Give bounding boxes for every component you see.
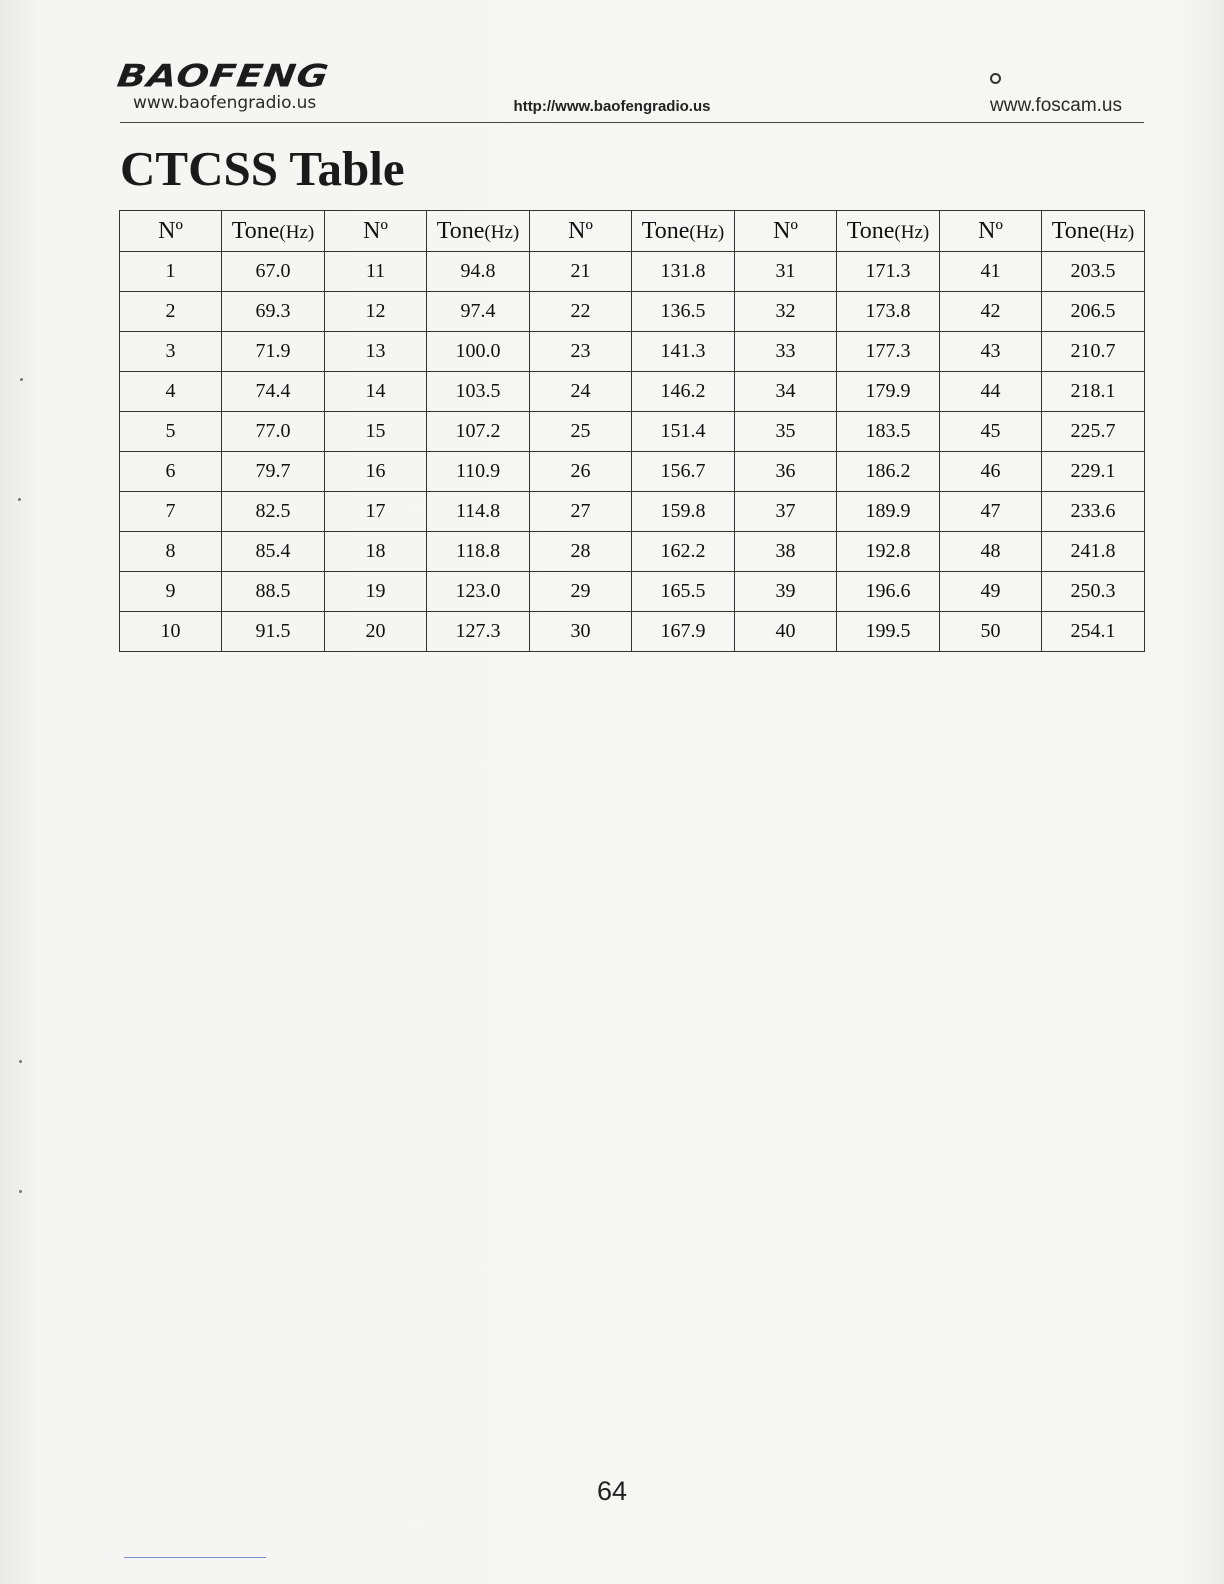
column-header-unit: (Hz) (894, 221, 930, 243)
tone-frequency-cell: 177.3 (837, 332, 940, 372)
tone-frequency-cell: 196.6 (837, 572, 940, 612)
tone-frequency-cell: 189.9 (837, 492, 940, 532)
tone-number-cell: 2 (120, 292, 222, 332)
column-header-unit: (Hz) (689, 221, 725, 243)
tone-number-cell: 38 (735, 532, 837, 572)
table-header-row (120, 211, 1145, 252)
tone-number-cell: 24 (530, 372, 632, 412)
ctcss-table (119, 210, 1145, 652)
header-divider (120, 122, 1144, 123)
tone-frequency-cell: 136.5 (632, 292, 735, 332)
column-header-label: Tone (641, 217, 690, 244)
tone-number-cell: 21 (530, 252, 632, 292)
column-header-unit: (Hz) (279, 221, 315, 243)
tone-frequency-cell: 210.7 (1042, 332, 1145, 372)
page-title: CTCSS Table (120, 141, 405, 196)
tone-frequency-cell: 100.0 (427, 332, 530, 372)
tone-number-cell: 5 (120, 412, 222, 452)
column-header-label: Nº (978, 217, 1003, 244)
tone-number-cell: 15 (325, 412, 427, 452)
column-header-label: Tone (1051, 217, 1100, 244)
tone-number-cell: 8 (120, 532, 222, 572)
tone-number-cell: 13 (325, 332, 427, 372)
tone-frequency-cell: 183.5 (837, 412, 940, 452)
tone-frequency-cell: 162.2 (632, 532, 735, 572)
tone-number-cell: 17 (325, 492, 427, 532)
tone-frequency-cell: 146.2 (632, 372, 735, 412)
tone-number-cell: 42 (940, 292, 1042, 332)
tone-column-header (222, 211, 325, 252)
tone-number-cell: 1 (120, 252, 222, 292)
scan-speck (19, 1190, 22, 1193)
column-header-label: Nº (158, 217, 183, 244)
number-column-header (120, 211, 222, 252)
tone-frequency-cell: 110.9 (427, 452, 530, 492)
table-row (120, 572, 1145, 612)
tone-frequency-cell: 171.3 (837, 252, 940, 292)
tone-frequency-cell: 192.8 (837, 532, 940, 572)
scan-speck (19, 1060, 22, 1063)
table-row (120, 612, 1145, 652)
tone-frequency-cell: 173.8 (837, 292, 940, 332)
tone-frequency-cell: 131.8 (632, 252, 735, 292)
brand-url: www.baofengradio.us (133, 93, 317, 113)
tone-frequency-cell: 206.5 (1042, 292, 1145, 332)
tone-number-cell: 39 (735, 572, 837, 612)
column-header-label: Nº (773, 217, 798, 244)
tone-frequency-cell: 203.5 (1042, 252, 1145, 292)
tone-number-cell: 14 (325, 372, 427, 412)
tone-column-header (632, 211, 735, 252)
table-row (120, 452, 1145, 492)
tone-frequency-cell: 97.4 (427, 292, 530, 332)
tone-number-cell: 12 (325, 292, 427, 332)
tone-number-cell: 44 (940, 372, 1042, 412)
tone-frequency-cell: 103.5 (427, 372, 530, 412)
tone-number-cell: 45 (940, 412, 1042, 452)
tone-frequency-cell: 159.8 (632, 492, 735, 532)
tone-frequency-cell: 225.7 (1042, 412, 1145, 452)
tone-frequency-cell: 233.6 (1042, 492, 1145, 532)
tone-number-cell: 7 (120, 492, 222, 532)
table-row (120, 332, 1145, 372)
tone-number-cell: 46 (940, 452, 1042, 492)
tone-number-cell: 35 (735, 412, 837, 452)
tone-frequency-cell: 69.3 (222, 292, 325, 332)
tone-number-cell: 9 (120, 572, 222, 612)
tone-frequency-cell: 165.5 (632, 572, 735, 612)
tone-number-cell: 33 (735, 332, 837, 372)
page-number: 64 (596, 1476, 628, 1506)
tone-frequency-cell: 250.3 (1042, 572, 1145, 612)
tone-number-cell: 23 (530, 332, 632, 372)
foscam-logo-icon (990, 73, 1001, 84)
tone-frequency-cell: 229.1 (1042, 452, 1145, 492)
tone-frequency-cell: 156.7 (632, 452, 735, 492)
column-header-label: Tone (436, 217, 485, 244)
footer-rule (124, 1557, 266, 1558)
table-row (120, 532, 1145, 572)
tone-number-cell: 3 (120, 332, 222, 372)
tone-frequency-cell: 74.4 (222, 372, 325, 412)
baofeng-logo: BAOFENG (114, 58, 332, 95)
tone-frequency-cell: 167.9 (632, 612, 735, 652)
scan-speck (20, 378, 23, 381)
tone-frequency-cell: 241.8 (1042, 532, 1145, 572)
tone-frequency-cell: 82.5 (222, 492, 325, 532)
tone-frequency-cell: 151.4 (632, 412, 735, 452)
tone-number-cell: 50 (940, 612, 1042, 652)
tone-number-cell: 37 (735, 492, 837, 532)
tone-number-cell: 11 (325, 252, 427, 292)
tone-number-cell: 19 (325, 572, 427, 612)
tone-number-cell: 22 (530, 292, 632, 332)
tone-frequency-cell: 218.1 (1042, 372, 1145, 412)
tone-number-cell: 25 (530, 412, 632, 452)
tone-frequency-cell: 71.9 (222, 332, 325, 372)
tone-number-cell: 36 (735, 452, 837, 492)
tone-frequency-cell: 94.8 (427, 252, 530, 292)
tone-frequency-cell: 91.5 (222, 612, 325, 652)
tone-frequency-cell: 79.7 (222, 452, 325, 492)
table-row (120, 252, 1145, 292)
tone-column-header (1042, 211, 1145, 252)
foscam-url: www.foscam.us (990, 95, 1122, 116)
tone-number-cell: 27 (530, 492, 632, 532)
table-body (120, 252, 1145, 652)
scan-speck (18, 498, 21, 501)
number-column-header (325, 211, 427, 252)
tone-number-cell: 32 (735, 292, 837, 332)
tone-number-cell: 48 (940, 532, 1042, 572)
tone-number-cell: 29 (530, 572, 632, 612)
tone-frequency-cell: 179.9 (837, 372, 940, 412)
number-column-header (530, 211, 632, 252)
column-header-unit: (Hz) (484, 221, 520, 243)
number-column-header (940, 211, 1042, 252)
table-row (120, 292, 1145, 332)
tone-number-cell: 30 (530, 612, 632, 652)
tone-frequency-cell: 127.3 (427, 612, 530, 652)
number-column-header (735, 211, 837, 252)
column-header-unit: (Hz) (1099, 221, 1135, 243)
tone-frequency-cell: 186.2 (837, 452, 940, 492)
tone-frequency-cell: 85.4 (222, 532, 325, 572)
column-header-label: Nº (363, 217, 388, 244)
table-row (120, 492, 1145, 532)
tone-number-cell: 31 (735, 252, 837, 292)
tone-frequency-cell: 141.3 (632, 332, 735, 372)
center-url: http://www.baofengradio.us (513, 98, 711, 115)
tone-frequency-cell: 67.0 (222, 252, 325, 292)
tone-frequency-cell: 254.1 (1042, 612, 1145, 652)
tone-number-cell: 41 (940, 252, 1042, 292)
tone-number-cell: 34 (735, 372, 837, 412)
column-header-label: Tone (231, 217, 280, 244)
tone-frequency-cell: 77.0 (222, 412, 325, 452)
tone-frequency-cell: 107.2 (427, 412, 530, 452)
tone-frequency-cell: 123.0 (427, 572, 530, 612)
column-header-label: Tone (846, 217, 895, 244)
tone-number-cell: 40 (735, 612, 837, 652)
table-row (120, 372, 1145, 412)
tone-frequency-cell: 114.8 (427, 492, 530, 532)
tone-column-header (427, 211, 530, 252)
tone-number-cell: 43 (940, 332, 1042, 372)
tone-number-cell: 47 (940, 492, 1042, 532)
tone-number-cell: 16 (325, 452, 427, 492)
tone-number-cell: 4 (120, 372, 222, 412)
tone-number-cell: 26 (530, 452, 632, 492)
table-row (120, 412, 1145, 452)
tone-number-cell: 18 (325, 532, 427, 572)
tone-number-cell: 49 (940, 572, 1042, 612)
tone-frequency-cell: 118.8 (427, 532, 530, 572)
tone-frequency-cell: 199.5 (837, 612, 940, 652)
tone-number-cell: 20 (325, 612, 427, 652)
tone-number-cell: 28 (530, 532, 632, 572)
tone-number-cell: 10 (120, 612, 222, 652)
tone-column-header (837, 211, 940, 252)
column-header-label: Nº (568, 217, 593, 244)
tone-frequency-cell: 88.5 (222, 572, 325, 612)
tone-number-cell: 6 (120, 452, 222, 492)
